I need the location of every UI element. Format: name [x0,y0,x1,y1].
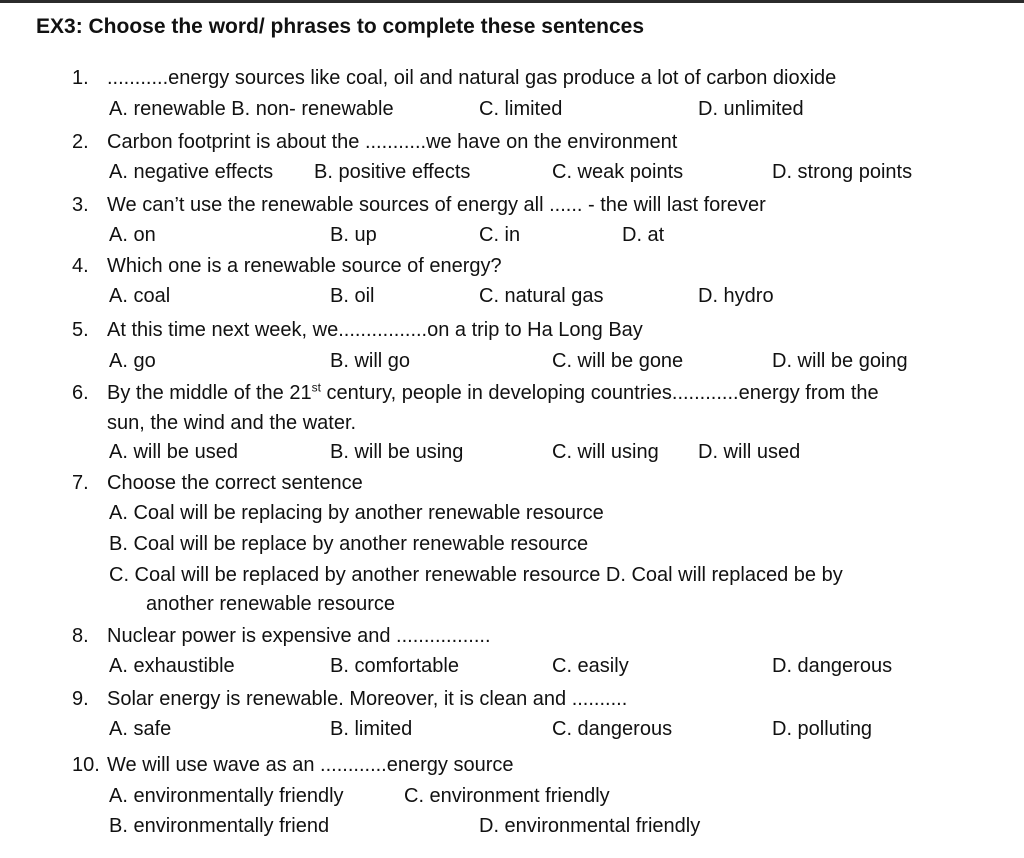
question-number: 7. [72,472,89,494]
question-text: ...........energy sources like coal, oil and natural gas produce a lot of carbon dioxide [107,67,837,89]
question-number: 8. [72,625,89,647]
question-number: 6. [72,382,89,404]
option: C. in [479,224,521,246]
question-number: 10. [72,754,100,776]
option: C. environment friendly [404,785,610,807]
option: A. negative effects [109,161,274,183]
exercise-title: EX3: Choose the word/ phrases to complete these sentences [36,15,645,38]
option: A. safe [109,718,172,740]
option: C. natural gas [479,285,604,307]
question-number: 4. [72,255,89,277]
option: C. will be gone [552,350,684,372]
option: C. limited [479,98,563,120]
option: B. oil [330,285,375,307]
option: D. will used [698,441,801,463]
option: C. will using [552,441,659,463]
option: D. environmental friendly [479,815,701,837]
option: A. exhaustible [109,655,235,677]
question-number: 3. [72,194,89,216]
question-text: Choose the correct sentence [107,472,363,494]
option: D. dangerous [772,655,893,677]
question-text: Which one is a renewable source of energy? [107,255,502,277]
option: A. coal [109,285,171,307]
question-number: 9. [72,688,89,710]
option: B. positive effects [314,161,471,183]
question-number: 1. [72,67,89,89]
option: C. weak points [552,161,684,183]
option: C. dangerous [552,718,673,740]
question-text: At this time next week, we................on a trip to Ha Long Bay [107,319,643,341]
option: A. will be used [109,441,238,463]
option: B. limited [330,718,413,740]
option: D. hydro [698,285,774,307]
option: B. will be using [330,441,464,463]
question-text-part: century, people in developing countries............energy from the [320,382,879,404]
option: D. polluting [772,718,873,740]
question-number: 2. [72,131,89,153]
option: A. on [109,224,156,246]
option: C. easily [552,655,629,677]
option: A. Coal will be replacing by another renewable resource [109,502,604,524]
top-border-line [0,0,1024,3]
option: C. Coal will be replaced by another renewable resource D. Coal will replaced be by [109,564,843,586]
question-text: Nuclear power is expensive and ................. [107,625,491,647]
option: A. environmentally friendly [109,785,344,807]
question-text [107,381,879,405]
option: A. go [109,350,156,372]
question-text: Carbon footprint is about the ...........we have on the environment [107,131,678,153]
option: B. up [330,224,377,246]
option: D. at [622,224,665,246]
option: B. comfortable [330,655,459,677]
question-text-continued: sun, the wind and the water. [107,412,357,434]
option: B. environmentally friend [109,815,330,837]
option: D. strong points [772,161,913,183]
option: B. will go [330,350,411,372]
option: D. unlimited [698,98,804,120]
option: B. Coal will be replace by another renewable resource [109,533,589,555]
option: A. renewable B. non- renewable [109,98,394,120]
question-text: We can’t use the renewable sources of energy all ...... - the will last forever [107,194,766,216]
question-text: Solar energy is renewable. Moreover, it is clean and .......... [107,688,628,710]
question-text-part: By the middle of the 21 [107,382,312,404]
question-number: 5. [72,319,89,341]
superscript: st [311,380,321,395]
option-continued: another renewable resource [146,593,396,615]
option: D. will be going [772,350,908,372]
question-text: We will use wave as an ............energy source [107,754,514,776]
